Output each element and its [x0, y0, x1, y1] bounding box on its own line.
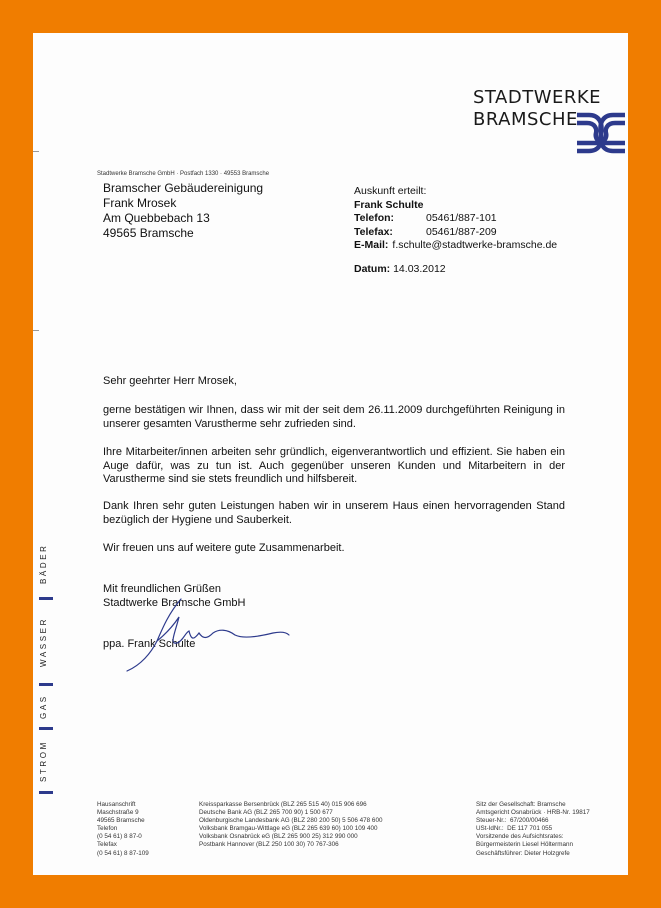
logo-line-2: BRAMSCHE — [473, 109, 578, 130]
sidebar-word-wasser: WASSER — [39, 617, 48, 667]
email-row — [354, 239, 557, 253]
handwritten-signature-icon — [123, 593, 293, 675]
recipient-city: 49565 Bramsche — [103, 226, 194, 240]
telefon-value: 05461/887-101 — [426, 212, 497, 224]
contact-info-block — [354, 185, 557, 253]
telefax-label: Telefax: — [354, 225, 393, 238]
date-line — [354, 263, 446, 275]
letter-salutation: Sehr geehrter Herr Mrosek, — [103, 375, 237, 387]
email-label: E-Mail: — [354, 239, 389, 251]
letter-paragraph-2: Ihre Mitarbeiter/innen arbeiten sehr gründlich, eigenverantwortlich und effizient. Sie haben ein Auge dafür, was zu tun ist. Auch gegenüber unseren Kunden und Mitarbeitern in der Varustherme sind sie stets freundlich und hilfsbereit. — [103, 446, 565, 485]
fold-mark-top — [33, 151, 39, 152]
datum-value: 14.03.2012 — [393, 263, 446, 275]
letter-closing-company: Stadtwerke Bramsche GmbH — [103, 597, 246, 609]
contact-name: Frank Schulte — [354, 198, 424, 211]
footer-address: Hausanschrift Maschstraße 9 49565 Bramsche Telefon (0 54 61) 8 87-0 Telefax (0 54 61) 8 87-109 — [97, 801, 149, 857]
auskunft-label: Auskunft erteilt: — [354, 185, 427, 197]
letter-closing: Mit freundlichen Grüßen — [103, 583, 221, 595]
sidebar-word-baeder: BÄDER — [39, 543, 48, 585]
letter-page — [33, 33, 628, 875]
footer-bank-details: Kreissparkasse Bersenbrück (BLZ 265 515 40) 015 906 696 Deutsche Bank AG (BLZ 265 700 90) 1 500 677 Oldenburgische Landesbank AG (BLZ 280 200 50) 5 506 478 600 Volksbank Bramgau-Wittlage eG (BLZ 265 639 60) 100 109 400 Volksbank Osnabrück eG (BLZ 265 900 25) 312 990 000 Postbank Hannover (BLZ 250 100 30) 70 767-306 — [199, 801, 383, 849]
letter-paragraph-4: Wir freuen uns auf weitere gute Zusammenarbeit. — [103, 542, 345, 554]
service-sidebar — [39, 533, 55, 795]
telefax-value: 05461/887-209 — [426, 225, 497, 238]
letter-signer: ppa. Frank Schulte — [103, 638, 196, 650]
sender-return-address: Stadtwerke Bramsche GmbH · Postfach 1330 · 49553 Bramsche — [97, 171, 270, 177]
telefon-row — [354, 212, 557, 226]
sidebar-divider-3 — [39, 727, 53, 730]
fold-mark-middle — [33, 330, 39, 331]
recipient-name: Frank Mrosek — [103, 196, 177, 210]
letter-paragraph-1: gerne bestätigen wir Ihnen, dass wir mit der seit dem 26.11.2009 durchgeführten Reinigung in unserer gesamten Varustherme sehr zufrieden sind. — [103, 404, 565, 430]
telefon-label: Telefon: — [354, 212, 395, 224]
sidebar-divider-4 — [39, 791, 53, 794]
recipient-company: Bramscher Gebäudereinigung — [103, 181, 264, 195]
sidebar-divider-1 — [39, 597, 53, 600]
recipient-street: Am Quebbebach 13 — [103, 211, 210, 225]
email-value: f.schulte@stadtwerke-bramsche.de — [392, 239, 558, 251]
datum-label: Datum: — [354, 263, 391, 275]
company-logo-mark-icon — [575, 109, 627, 157]
sidebar-divider-2 — [39, 683, 53, 686]
sidebar-word-strom: STROM — [39, 740, 48, 782]
logo-line-1: STADTWERKE — [473, 87, 602, 108]
footer-company-registry: Sitz der Gesellschaft: Bramsche Amtsgericht Osnabrück · HRB-Nr. 19817 Steuer-Nr.: 67/200/00466 USt-IdNr.: DE 117 701 055 Vorsitzende des Aufsichtsrates: Bürgermeisterin Liesel Höltermann Geschäftsführer: Dieter Holzgrefe — [476, 801, 590, 857]
sidebar-word-gas: GAS — [39, 694, 48, 720]
telefax-row — [354, 226, 557, 240]
recipient-address — [103, 181, 263, 241]
letter-paragraph-3: Dank Ihren sehr guten Leistungen haben wir in unserem Haus einen hervorragenden Stand bezüglich der Hygiene und Sauberkeit. — [103, 500, 565, 526]
